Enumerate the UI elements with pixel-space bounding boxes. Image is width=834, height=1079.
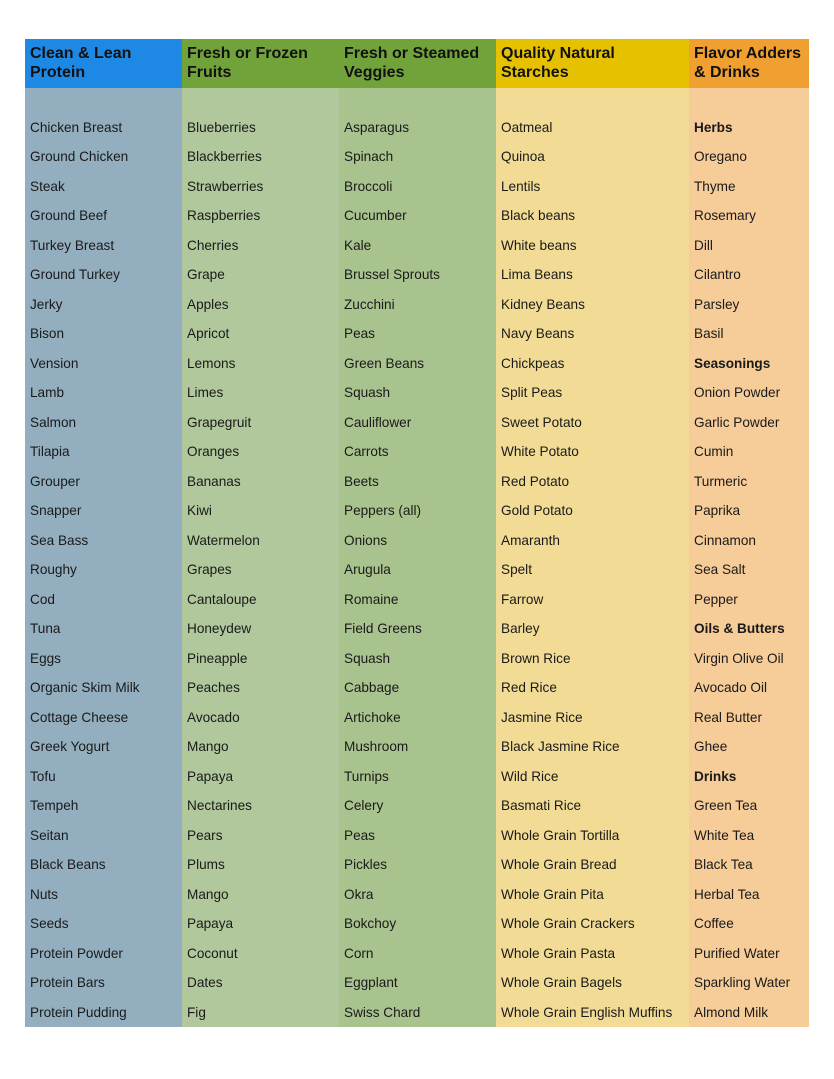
list-item: Gold Potato (501, 503, 573, 519)
list-item: Swiss Chard (344, 1004, 421, 1020)
list-item: Nuts (30, 886, 58, 902)
list-item: Brussel Sprouts (344, 267, 440, 283)
list-item: Onions (344, 532, 388, 548)
column-body (689, 88, 809, 1028)
list-item: Onion Powder (694, 385, 781, 401)
list-item: Almond Milk (694, 1004, 769, 1020)
list-item: Cod (30, 591, 55, 607)
list-item: Carrots (344, 444, 389, 460)
list-item: Coffee (694, 916, 734, 932)
column-veggies (339, 39, 496, 1027)
list-item: Navy Beans (501, 326, 575, 342)
list-item: Strawberries (187, 178, 264, 194)
list-item: Bananas (187, 473, 241, 489)
list-item: Kidney Beans (501, 296, 585, 312)
list-item: Plums (187, 857, 225, 873)
list-item: Arugula (344, 562, 391, 578)
list-item: Virgin Olive Oil (694, 650, 784, 666)
list-item: Barley (501, 621, 540, 637)
list-item: Oatmeal (501, 119, 553, 135)
list-item: Tempeh (30, 798, 79, 814)
list-item: Jerky (30, 296, 63, 312)
list-item: Whole Grain Bagels (501, 975, 622, 991)
list-item: Paprika (694, 503, 741, 519)
list-item: Organic Skim Milk (30, 680, 140, 696)
list-item: Cottage Cheese (30, 709, 129, 725)
list-item: Cumin (694, 444, 734, 460)
list-item: Whole Grain Crackers (501, 916, 635, 932)
list-item: Wild Rice (501, 768, 559, 784)
list-item: Jasmine Rice (501, 709, 583, 725)
list-item: Cilantro (694, 267, 741, 283)
list-item: Grouper (30, 473, 80, 489)
list-item: Sparkling Water (694, 975, 791, 991)
list-item: Field Greens (344, 621, 422, 637)
list-item: Tuna (30, 621, 61, 637)
list-item: Lentils (501, 178, 541, 194)
list-item: Peppers (all) (344, 503, 422, 519)
list-item: Cauliflower (344, 414, 412, 430)
list-item: Tilapia (30, 444, 70, 460)
list-item: Papaya (187, 768, 234, 784)
list-item: Artichoke (344, 709, 401, 725)
list-item: Greek Yogurt (30, 739, 110, 755)
list-item: Parsley (694, 296, 740, 312)
list-item: Limes (187, 385, 224, 401)
list-item: Corn (344, 945, 374, 961)
list-item: Lamb (30, 385, 65, 401)
section-heading: Oils & Butters (694, 621, 785, 637)
section-heading: Drinks (694, 768, 737, 784)
list-item: Sea Salt (694, 562, 746, 578)
list-item: Spinach (344, 149, 394, 165)
list-item: Chickpeas (501, 355, 565, 371)
list-item: Green Beans (344, 355, 425, 371)
list-item: Pears (187, 827, 223, 843)
list-item: Grape (187, 267, 225, 283)
column-body (182, 88, 339, 1028)
list-item: Cinnamon (694, 532, 756, 548)
list-item: Mango (187, 886, 229, 902)
list-item: Cucumber (344, 208, 407, 224)
list-item: Squash (344, 385, 391, 401)
section-heading: Seasonings (694, 355, 771, 371)
list-item: Black Beans (30, 857, 106, 873)
list-item: Tofu (30, 768, 56, 784)
list-item: Eggs (30, 650, 61, 666)
list-item: Salmon (30, 414, 77, 430)
list-item: Peas (344, 326, 375, 342)
list-item: Lima Beans (501, 267, 573, 283)
list-item: Whole Grain Pita (501, 886, 604, 902)
list-item: Pickles (344, 857, 388, 873)
list-item: Herbal Tea (694, 886, 760, 902)
column-body (496, 88, 689, 1028)
list-item: Black beans (501, 208, 576, 224)
list-item: Whole Grain Pasta (501, 945, 616, 961)
list-item: Black Jasmine Rice (501, 739, 620, 755)
list-item: Okra (344, 886, 374, 902)
list-item: Papaya (187, 916, 234, 932)
list-item: Fig (187, 1004, 206, 1020)
list-item: Oregano (694, 149, 747, 165)
list-item: Apricot (187, 326, 230, 342)
list-item: Brown Rice (501, 650, 571, 666)
list-item: Amaranth (501, 532, 560, 548)
list-item: Red Potato (501, 473, 570, 489)
list-item: Chicken Breast (30, 119, 123, 135)
list-item: Honeydew (187, 621, 252, 637)
list-item: Blackberries (187, 149, 262, 165)
food-list-table (25, 39, 809, 1027)
list-item: Ground Beef (30, 208, 108, 224)
column-header: Clean & Lean Protein (25, 39, 182, 88)
list-item: Spelt (501, 562, 532, 578)
column-starches (496, 39, 689, 1027)
list-item: Pepper (694, 591, 738, 607)
column-protein (25, 39, 182, 1027)
column-header: Fresh or Frozen Fruits (182, 39, 339, 88)
list-item: Bokchoy (344, 916, 397, 932)
list-item: Cherries (187, 237, 239, 253)
list-item: Kale (344, 237, 372, 253)
list-item: Sea Bass (30, 532, 89, 548)
list-item: Seitan (30, 827, 69, 843)
list-item: Mango (187, 739, 229, 755)
list-item: Apples (187, 296, 229, 312)
list-item: Eggplant (344, 975, 398, 991)
list-item: Whole Grain Tortilla (501, 827, 620, 843)
list-item: Avocado (187, 709, 240, 725)
list-item: Cantaloupe (187, 591, 257, 607)
list-item: Farrow (501, 591, 544, 607)
list-item: Turkey Breast (30, 237, 115, 253)
list-item: Sweet Potato (501, 414, 582, 430)
list-item: Basmati Rice (501, 798, 582, 814)
list-item: Rosemary (694, 208, 756, 224)
list-item: Peaches (187, 680, 240, 696)
list-item: Peas (344, 827, 375, 843)
list-item: Grapegruit (187, 414, 252, 430)
list-item: Coconut (187, 945, 238, 961)
list-item: White Tea (694, 827, 755, 843)
list-item: Whole Grain English Muffins (501, 1004, 673, 1020)
list-item: Vension (30, 355, 79, 371)
list-item: Red Rice (501, 680, 557, 696)
list-item: Pineapple (187, 650, 248, 666)
list-item: Roughy (30, 562, 77, 578)
list-item: Green Tea (694, 798, 758, 814)
list-item: Oranges (187, 444, 240, 460)
list-item: Lemons (187, 355, 236, 371)
list-item: Protein Powder (30, 945, 123, 961)
column-body (25, 88, 182, 1028)
list-item: Steak (30, 178, 65, 194)
list-item: Black Tea (694, 857, 753, 873)
list-item: Avocado Oil (694, 680, 768, 696)
list-item: Ground Chicken (30, 149, 129, 165)
list-item: Split Peas (501, 385, 563, 401)
list-item: Celery (344, 798, 384, 814)
list-item: Broccoli (344, 178, 393, 194)
list-item: Seeds (30, 916, 69, 932)
list-item: Beets (344, 473, 379, 489)
list-item: Blueberries (187, 119, 256, 135)
list-item: Purified Water (694, 945, 780, 961)
list-item: Basil (694, 326, 724, 342)
list-item: Raspberries (187, 208, 261, 224)
column-header: Fresh or Steamed Veggies (339, 39, 496, 88)
list-item: Protein Bars (30, 975, 105, 991)
column-fruits (182, 39, 339, 1027)
list-item: Watermelon (187, 532, 260, 548)
list-item: Nectarines (187, 798, 252, 814)
list-item: Zucchini (344, 296, 395, 312)
list-item: Snapper (30, 503, 82, 519)
list-item: Asparagus (344, 119, 409, 135)
list-item: Romaine (344, 591, 399, 607)
list-item: Turnips (344, 768, 389, 784)
list-item: White Potato (501, 444, 579, 460)
column-flavor (689, 39, 809, 1027)
list-item: Ground Turkey (30, 267, 120, 283)
list-item: Real Butter (694, 709, 763, 725)
list-item: Protein Pudding (30, 1004, 127, 1020)
list-item: Kiwi (187, 503, 212, 519)
section-heading: Herbs (694, 119, 733, 135)
list-item: Dill (694, 237, 713, 253)
list-item: Garlic Powder (694, 414, 780, 430)
list-item: Ghee (694, 739, 728, 755)
list-item: Thyme (694, 178, 736, 194)
list-item: White beans (501, 237, 577, 253)
column-body (339, 88, 496, 1028)
list-item: Bison (30, 326, 65, 342)
column-header: Quality Natural Starches (496, 39, 689, 88)
column-header: Flavor Adders & Drinks (689, 39, 809, 88)
list-item: Squash (344, 650, 391, 666)
list-item: Grapes (187, 562, 232, 578)
list-item: Whole Grain Bread (501, 857, 617, 873)
list-item: Dates (187, 975, 223, 991)
list-item: Cabbage (344, 680, 400, 696)
list-item: Quinoa (501, 149, 545, 165)
list-item: Turmeric (694, 473, 748, 489)
list-item: Mushroom (344, 739, 409, 755)
